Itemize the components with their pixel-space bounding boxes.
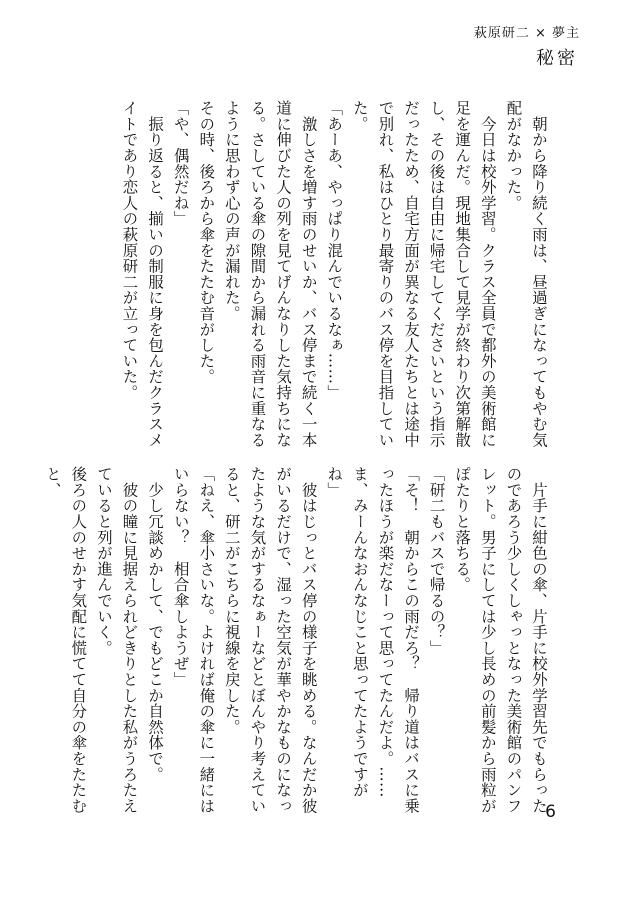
- paragraph: 彼の瞳に見据えられどきりとした私がうろたえていると列が進んでいく。: [94, 466, 139, 814]
- paragraph: 「や、偶然だね」: [171, 100, 190, 227]
- paragraph: 「ねえ、傘小さいな。よければ俺の傘に一緒にはいらない？ 相合傘しようぜ」: [171, 466, 216, 814]
- paragraph: その時、後ろから傘をたたむ音がした。: [197, 100, 216, 385]
- paragraph: 「研二もバスで帰るの？」: [427, 466, 446, 656]
- paragraph: 朝から降り続く雨は、昼過ぎになってもやむ気配がなかった。: [504, 100, 548, 448]
- paragraph: 彼はじっとバス停の様子を眺める。なんだか彼がいるだけで、湿った空気が華やかなものになったような気がするなぁーなどとぼんやり考えていると、研二がこちらに視線を戻した。: [222, 466, 318, 814]
- paragraph: 少し冗談めかして、でもどこか自然体で。: [146, 466, 165, 782]
- paragraph: 「そ！ 朝からこの雨だろ？ 帰り道はバスに乗ったほうが楽だなーって思ってたんだよ。……ま、みーんなおんなじこと思ってたようですがね」: [325, 466, 421, 814]
- header-title: 秘密: [536, 48, 578, 69]
- page-number: 6: [545, 802, 556, 822]
- paragraph: 後ろの人のせかす気配に慌てて自分の傘をたたむと、: [43, 466, 88, 814]
- paragraph: 今日は校外学習。クラス全員で都外の美術館に足を運んだ。現地集合して見学が終わり次第解散し、その後は自由に帰宅してくださいという指示だったため、自宅方面が異なる友人たちとは途中で別れ、私はひとり最寄りのバス停を目指していた。: [350, 100, 497, 448]
- upper-text-block: [111, 100, 551, 452]
- paragraph: 「あーあ、やっぱり混んでいるなぁ……」: [325, 100, 344, 401]
- paragraph: 振り返ると、揃いの制服に身を包んだクラスメイトであり恋人の萩原研二が立っていた。: [120, 100, 165, 448]
- header-author: 萩原研二 × 夢主: [473, 26, 580, 41]
- lower-text-block: [43, 466, 551, 818]
- paragraph: 片手に紺色の傘、片手に校外学習先でもらったのであろう少しくしゃっとなった美術館のパンフレット。男子にしては少し長めの前髪から雨粒がぽたりと落ちる。: [453, 466, 548, 814]
- paragraph: 激しさを増す雨のせいか、バス停まで続く一本道に伸びた人の列を見てげんなりした気持ちになる。さしている傘の隙間から漏れる雨音に重なるように思わず心の声が漏れた。: [222, 100, 318, 448]
